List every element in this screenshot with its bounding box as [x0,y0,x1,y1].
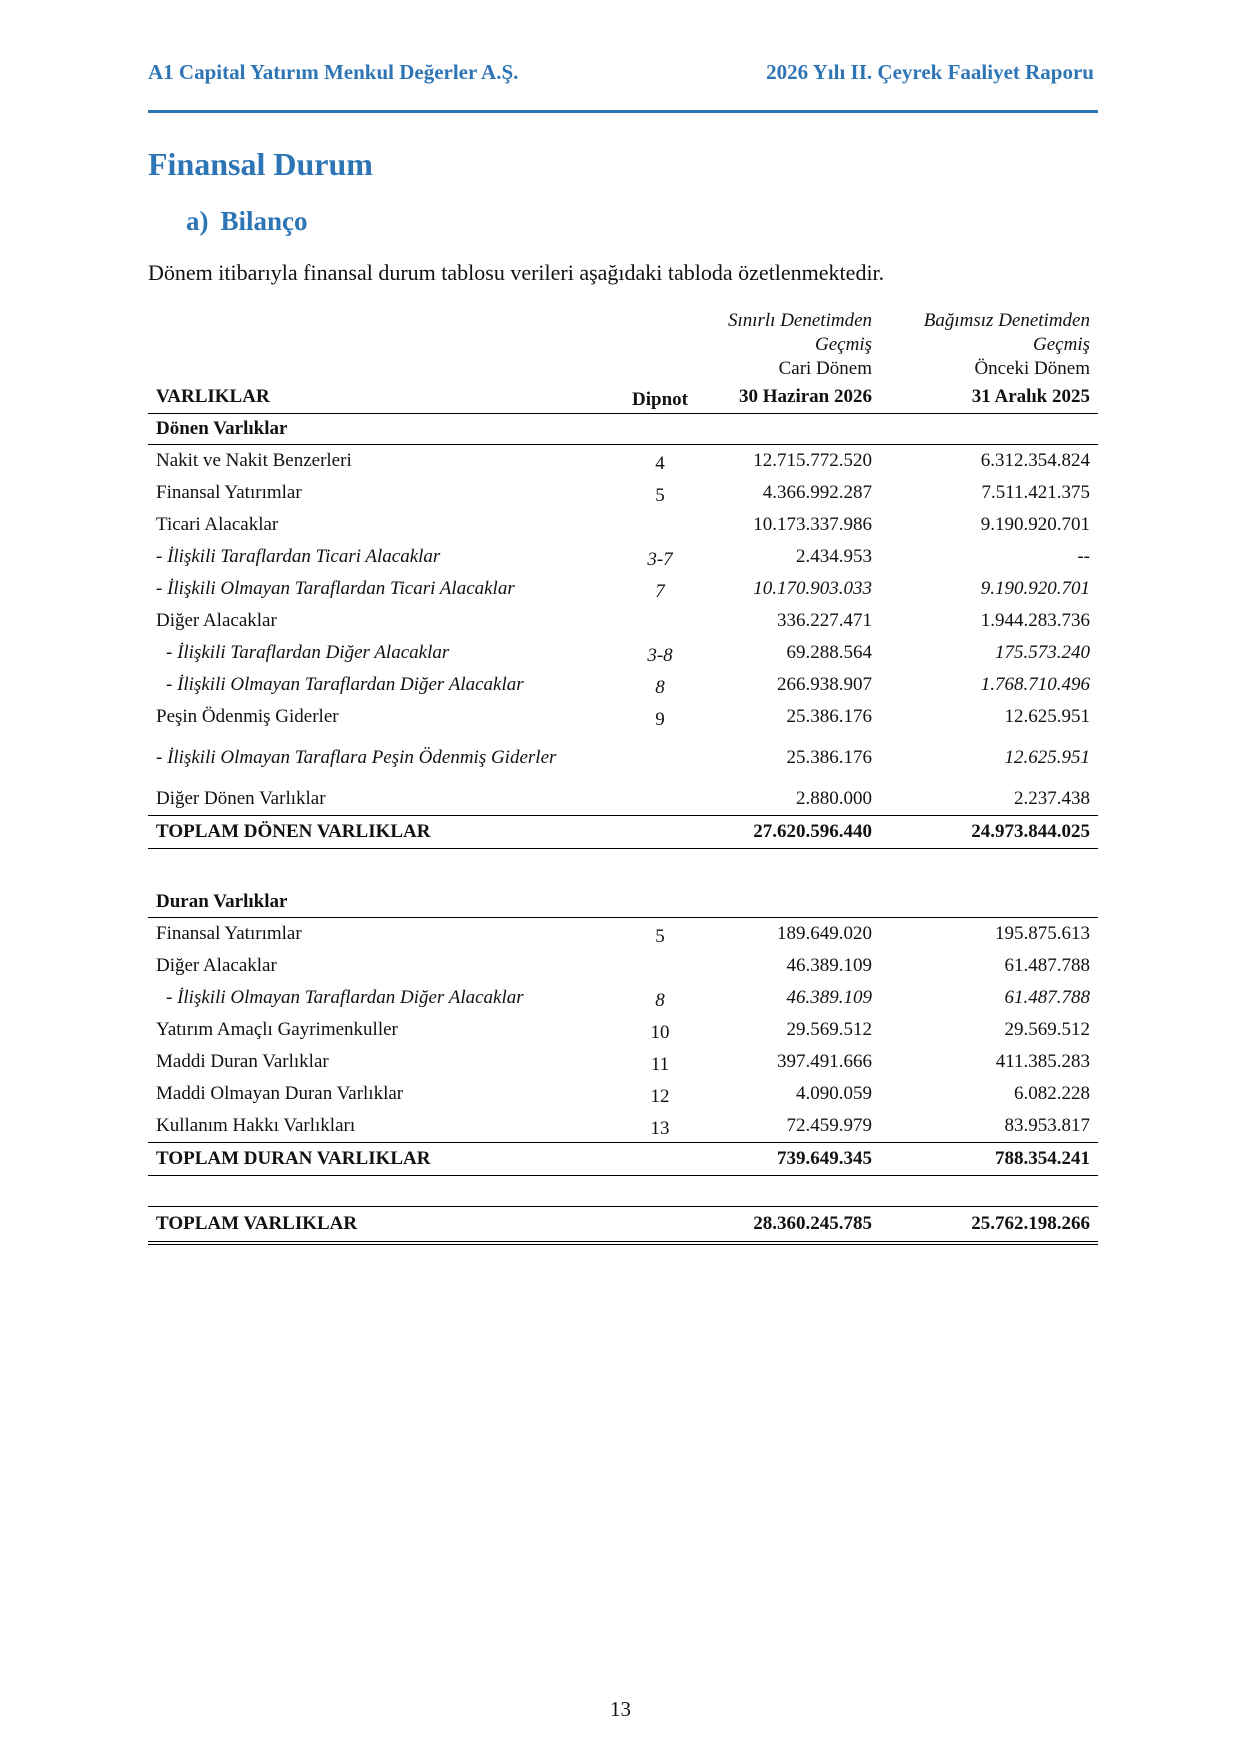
total-current-value: 27.620.596.440 [712,816,880,849]
row-note: 12 [650,1086,670,1107]
row-note: 3-8 [647,645,673,666]
row-note [608,950,712,982]
table-row [148,982,1098,1014]
row-label: Yatırım Amaçlı Gayrimenkuller [156,1019,398,1040]
total-note [608,1207,712,1244]
row-note: 13 [650,1118,670,1139]
row-note [608,509,712,541]
spacer-row [148,849,1098,888]
row-note: 9 [655,709,665,730]
total-assets-row [148,1207,1098,1244]
row-current-value: 25.386.176 [786,747,872,768]
row-label: Finansal Yatırımlar [156,923,302,944]
spacer-cell [148,849,1098,888]
row-prev-value: 12.625.951 [1004,706,1090,727]
row-note: 8 [655,677,665,698]
noncurrent-assets-total-row [148,1143,1098,1176]
row-note: 10 [650,1022,670,1043]
row-label: Kullanım Hakkı Varlıkları [156,1115,356,1136]
row-label: - İlişkili Olmayan Taraflardan Diğer Alacaklar [166,674,524,695]
row-prev-value: 61.487.788 [1004,987,1090,1008]
total-prev-value: 788.354.241 [880,1143,1098,1176]
assets-label: VARLIKLAR [148,381,608,414]
date-header-row [148,381,1098,414]
row-label: - İlişkili Olmayan Taraflardan Diğer Alacaklar [166,987,524,1008]
row-note: 5 [655,926,665,947]
total-current-value: 28.360.245.785 [712,1207,880,1244]
row-label: Maddi Olmayan Duran Varlıklar [156,1083,404,1104]
row-prev-value: 7.511.421.375 [981,482,1090,503]
row-prev-value: 175.573.240 [995,642,1090,663]
spacer-cell [148,1176,1098,1207]
row-prev-value: 1.768.710.496 [980,674,1090,695]
page-header [148,58,1098,113]
row-prev-value: -- [1077,546,1090,567]
table-row [148,669,1098,701]
total-prev-value: 24.973.844.025 [880,816,1098,849]
report-title: 2026 Yılı II. Çeyrek Faaliyet Raporu [766,60,1094,84]
row-prev-value: 2.237.438 [1014,788,1090,809]
column-header-row [148,309,1098,333]
row-label: - İlişkili Olmayan Taraflardan Ticari Alacaklar [156,578,515,599]
row-note: 5 [655,485,665,506]
row-label: - İlişkili Olmayan Taraflara Peşin Ödenmiş Giderler [156,747,557,768]
row-label: - İlişkili Taraflardan Ticari Alacaklar [156,546,441,567]
table-row [148,477,1098,509]
row-prev-value: 1.944.283.736 [980,610,1090,631]
row-current-value: 266.938.907 [777,674,872,695]
table-row [148,541,1098,573]
row-label: Diğer Alacaklar [156,610,277,631]
table-row [148,918,1098,951]
subsection-number: a) [186,206,209,236]
row-note: 8 [655,990,665,1011]
row-label: Maddi Duran Varlıklar [156,1051,329,1072]
balance-sheet-table [148,309,1098,1245]
row-prev-value: 6.082.228 [1014,1083,1090,1104]
row-prev-value: 411.385.283 [995,1051,1090,1072]
noncurrent-assets-section [148,887,1098,918]
row-current-value: 2.434.953 [796,546,872,567]
total-current-value: 739.649.345 [712,1143,880,1176]
row-current-value: 29.569.512 [786,1019,872,1040]
total-label: TOPLAM DÖNEN VARLIKLAR [148,816,608,849]
date-prev: 31 Aralık 2025 [880,381,1098,414]
table-row [148,701,1098,733]
row-current-value: 397.491.666 [777,1051,872,1072]
page-number: 13 [610,1697,631,1721]
row-current-value: 189.649.020 [777,923,872,944]
intro-paragraph: Dönem itibarıyla finansal durum tablosu verileri aşağıdaki tabloda özetlenmektedir. [148,260,885,285]
total-prev-value: 25.762.198.266 [880,1207,1098,1244]
col-prev-line1: Bağımsız Denetimden [923,310,1090,331]
row-current-value: 10.170.903.033 [753,578,872,599]
table-row [148,733,1098,783]
column-header-row [148,357,1098,381]
row-note [608,605,712,637]
row-current-value: 72.459.979 [786,1115,872,1136]
table-row [148,573,1098,605]
row-current-value: 2.880.000 [796,788,872,809]
row-current-value: 4.090.059 [796,1083,872,1104]
table-row [148,1078,1098,1110]
col-prev-line2: Geçmiş [1033,334,1090,355]
row-current-value: 10.173.337.986 [753,514,872,535]
table-row [148,950,1098,982]
total-label: TOPLAM VARLIKLAR [148,1207,608,1244]
total-note [608,816,712,849]
col-current-period: Cari Dönem [778,358,872,379]
note-label: Dipnot [608,381,712,414]
row-note: 7 [655,581,665,602]
current-assets-section [148,414,1098,445]
table-row [148,445,1098,478]
row-note: 3-7 [647,549,673,570]
row-prev-value: 12.625.951 [1004,747,1090,768]
row-note [608,783,712,816]
row-label: Peşin Ödenmiş Giderler [156,706,339,727]
row-prev-value: 6.312.354.824 [980,450,1090,471]
table-row [148,509,1098,541]
spacer-row [148,1176,1098,1207]
row-current-value: 25.386.176 [786,706,872,727]
table-row [148,605,1098,637]
total-label: TOPLAM DURAN VARLIKLAR [148,1143,608,1176]
company-name: A1 Capital Yatırım Menkul Değerler A.Ş. [148,60,519,84]
row-note: 4 [655,453,665,474]
row-current-value: 69.288.564 [786,642,872,663]
row-prev-value: 195.875.613 [995,923,1090,944]
row-prev-value: 9.190.920.701 [980,514,1090,535]
column-header-row [148,333,1098,357]
subsection-text: Bilanço [220,206,308,236]
row-label: Nakit ve Nakit Benzerleri [156,450,352,471]
row-prev-value: 61.487.788 [1004,955,1090,976]
table-row [148,783,1098,816]
row-prev-value: 9.190.920.701 [980,578,1090,599]
row-label: Diğer Alacaklar [156,955,277,976]
current-assets-total-row [148,816,1098,849]
section-label: Duran Varlıklar [148,887,1098,918]
row-label: - İlişkili Taraflardan Diğer Alacaklar [166,642,450,663]
row-label: Diğer Dönen Varlıklar [156,788,326,809]
total-note [608,1143,712,1176]
row-note: 11 [650,1054,670,1075]
col-current-line2: Geçmiş [815,334,872,355]
row-note [608,733,712,783]
row-current-value: 4.366.992.287 [762,482,872,503]
row-prev-value: 83.953.817 [1004,1115,1090,1136]
table-row [148,1014,1098,1046]
table-row [148,1046,1098,1078]
row-current-value: 336.227.471 [777,610,872,631]
section-title: Finansal Durum [148,146,373,182]
col-prev-period: Önceki Dönem [974,358,1090,379]
row-current-value: 46.389.109 [786,955,872,976]
row-current-value: 46.389.109 [786,987,872,1008]
table-row [148,1110,1098,1143]
subsection-title [186,206,308,237]
date-current: 30 Haziran 2026 [712,381,880,414]
table-row [148,637,1098,669]
col-current-line1: Sınırlı Denetimden [727,310,872,331]
row-current-value: 12.715.772.520 [753,450,872,471]
row-label: Ticari Alacaklar [156,514,279,535]
section-label: Dönen Varlıklar [148,414,1098,445]
row-prev-value: 29.569.512 [1004,1019,1090,1040]
row-label: Finansal Yatırımlar [156,482,302,503]
